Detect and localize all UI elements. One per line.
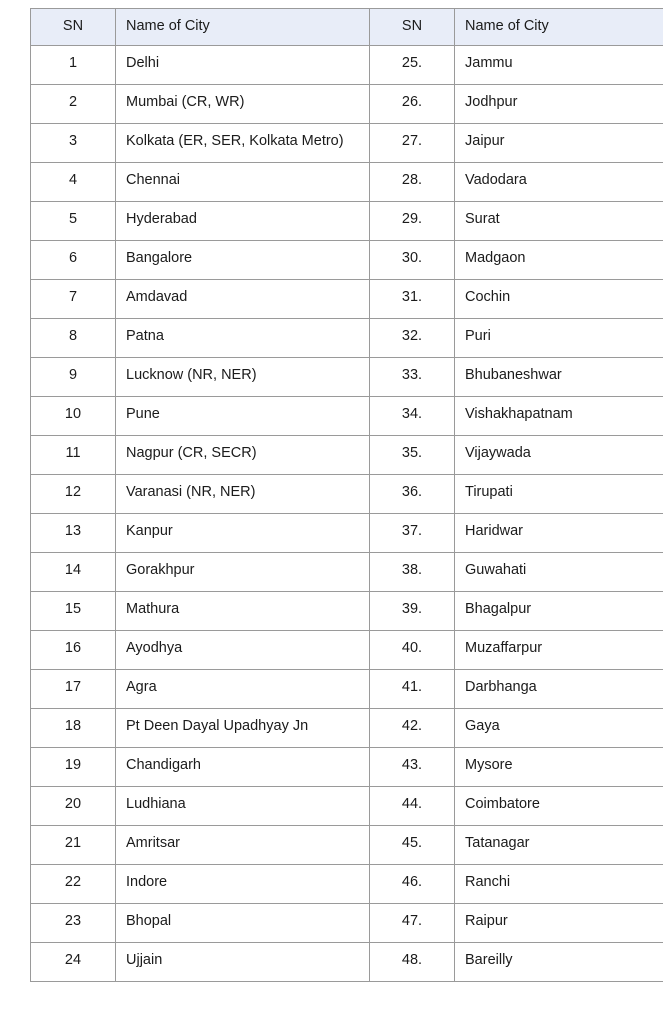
cell-city-left: Chandigarh xyxy=(116,747,370,786)
cell-city-left: Amritsar xyxy=(116,825,370,864)
cell-city-left: Bhopal xyxy=(116,903,370,942)
cell-city-right: Vijaywada xyxy=(455,435,663,474)
cell-sn-left: 23 xyxy=(31,903,116,942)
cell-sn-right: 40. xyxy=(370,630,455,669)
cell-city-left: Nagpur (CR, SECR) xyxy=(116,435,370,474)
cell-sn-left: 24 xyxy=(31,942,116,981)
cell-sn-right: 29. xyxy=(370,201,455,240)
table-row xyxy=(31,84,663,123)
table-row xyxy=(31,318,663,357)
cell-city-right: Bhubaneshwar xyxy=(455,357,663,396)
cell-sn-left: 15 xyxy=(31,591,116,630)
table-row xyxy=(31,474,663,513)
table-body xyxy=(31,45,663,981)
cell-sn-right: 38. xyxy=(370,552,455,591)
cell-sn-left: 18 xyxy=(31,708,116,747)
table-header-row xyxy=(31,9,663,46)
table-row xyxy=(31,864,663,903)
column-header-city-right: Name of City xyxy=(455,9,663,46)
table-row xyxy=(31,708,663,747)
cell-sn-left: 5 xyxy=(31,201,116,240)
cell-city-left: Amdavad xyxy=(116,279,370,318)
cell-sn-right: 39. xyxy=(370,591,455,630)
cell-sn-left: 8 xyxy=(31,318,116,357)
cell-city-left: Kanpur xyxy=(116,513,370,552)
cell-city-right: Madgaon xyxy=(455,240,663,279)
cell-city-right: Bareilly xyxy=(455,942,663,981)
column-header-city-left: Name of City xyxy=(116,9,370,46)
cell-city-right: Bhagalpur xyxy=(455,591,663,630)
cell-city-left: Varanasi (NR, NER) xyxy=(116,474,370,513)
cell-city-left: Kolkata (ER, SER, Kolkata Metro) xyxy=(116,123,370,162)
cell-sn-right: 33. xyxy=(370,357,455,396)
cell-sn-right: 31. xyxy=(370,279,455,318)
cell-city-left: Gorakhpur xyxy=(116,552,370,591)
cell-city-right: Jaipur xyxy=(455,123,663,162)
cell-city-right: Jodhpur xyxy=(455,84,663,123)
table-row xyxy=(31,669,663,708)
table-row xyxy=(31,786,663,825)
cell-city-right: Cochin xyxy=(455,279,663,318)
cell-sn-right: 28. xyxy=(370,162,455,201)
cell-sn-right: 41. xyxy=(370,669,455,708)
cell-sn-left: 17 xyxy=(31,669,116,708)
cell-city-left: Mumbai (CR, WR) xyxy=(116,84,370,123)
table-row xyxy=(31,903,663,942)
cell-city-right: Mysore xyxy=(455,747,663,786)
table-row xyxy=(31,825,663,864)
table-row xyxy=(31,630,663,669)
table-row xyxy=(31,162,663,201)
cell-city-left: Pune xyxy=(116,396,370,435)
cell-sn-right: 25. xyxy=(370,45,455,84)
cell-city-right: Ranchi xyxy=(455,864,663,903)
cell-city-right: Darbhanga xyxy=(455,669,663,708)
cell-city-left: Mathura xyxy=(116,591,370,630)
cell-sn-right: 30. xyxy=(370,240,455,279)
cell-city-left: Delhi xyxy=(116,45,370,84)
table-row xyxy=(31,123,663,162)
cell-city-left: Pt Deen Dayal Upadhyay Jn xyxy=(116,708,370,747)
cell-city-left: Ujjain xyxy=(116,942,370,981)
cell-city-right: Guwahati xyxy=(455,552,663,591)
cell-city-left: Chennai xyxy=(116,162,370,201)
column-header-sn-right: SN xyxy=(370,9,455,46)
cell-sn-right: 44. xyxy=(370,786,455,825)
table-row xyxy=(31,591,663,630)
cell-city-left: Agra xyxy=(116,669,370,708)
cell-sn-right: 37. xyxy=(370,513,455,552)
cell-sn-right: 46. xyxy=(370,864,455,903)
table-row xyxy=(31,240,663,279)
cell-city-right: Surat xyxy=(455,201,663,240)
cell-sn-left: 22 xyxy=(31,864,116,903)
cell-city-left: Ayodhya xyxy=(116,630,370,669)
cell-city-right: Coimbatore xyxy=(455,786,663,825)
table-row xyxy=(31,747,663,786)
cell-city-left: Ludhiana xyxy=(116,786,370,825)
cell-sn-left: 3 xyxy=(31,123,116,162)
cell-sn-left: 2 xyxy=(31,84,116,123)
table-row xyxy=(31,357,663,396)
cell-sn-left: 13 xyxy=(31,513,116,552)
cell-sn-right: 45. xyxy=(370,825,455,864)
table-row xyxy=(31,396,663,435)
cell-sn-left: 9 xyxy=(31,357,116,396)
column-header-sn-left: SN xyxy=(31,9,116,46)
cell-sn-left: 21 xyxy=(31,825,116,864)
cell-sn-left: 20 xyxy=(31,786,116,825)
table-header xyxy=(31,9,663,46)
cell-sn-left: 6 xyxy=(31,240,116,279)
cell-sn-left: 16 xyxy=(31,630,116,669)
cell-sn-left: 12 xyxy=(31,474,116,513)
table-row xyxy=(31,552,663,591)
cell-city-right: Vishakhapatnam xyxy=(455,396,663,435)
cell-sn-left: 10 xyxy=(31,396,116,435)
cell-sn-right: 32. xyxy=(370,318,455,357)
table-row xyxy=(31,942,663,981)
cell-sn-right: 43. xyxy=(370,747,455,786)
table-row xyxy=(31,513,663,552)
cell-sn-right: 35. xyxy=(370,435,455,474)
cell-city-left: Lucknow (NR, NER) xyxy=(116,357,370,396)
cell-city-left: Indore xyxy=(116,864,370,903)
cell-city-left: Patna xyxy=(116,318,370,357)
table-row xyxy=(31,435,663,474)
cell-city-right: Vadodara xyxy=(455,162,663,201)
cell-city-right: Gaya xyxy=(455,708,663,747)
cell-city-left: Bangalore xyxy=(116,240,370,279)
cell-sn-right: 27. xyxy=(370,123,455,162)
table-row xyxy=(31,201,663,240)
cell-sn-left: 11 xyxy=(31,435,116,474)
cell-city-right: Haridwar xyxy=(455,513,663,552)
cell-sn-right: 47. xyxy=(370,903,455,942)
cell-city-right: Tirupati xyxy=(455,474,663,513)
cell-city-right: Tatanagar xyxy=(455,825,663,864)
table-row xyxy=(31,45,663,84)
cell-sn-right: 48. xyxy=(370,942,455,981)
cell-city-right: Raipur xyxy=(455,903,663,942)
cell-sn-right: 36. xyxy=(370,474,455,513)
cell-sn-right: 26. xyxy=(370,84,455,123)
cell-sn-left: 7 xyxy=(31,279,116,318)
cell-sn-right: 34. xyxy=(370,396,455,435)
table-row xyxy=(31,279,663,318)
cell-sn-left: 14 xyxy=(31,552,116,591)
cell-city-left: Hyderabad xyxy=(116,201,370,240)
cell-city-right: Jammu xyxy=(455,45,663,84)
cell-sn-left: 1 xyxy=(31,45,116,84)
cell-sn-left: 4 xyxy=(31,162,116,201)
city-list-table xyxy=(30,8,663,982)
cell-city-right: Muzaffarpur xyxy=(455,630,663,669)
cell-sn-right: 42. xyxy=(370,708,455,747)
cell-sn-left: 19 xyxy=(31,747,116,786)
cell-city-right: Puri xyxy=(455,318,663,357)
